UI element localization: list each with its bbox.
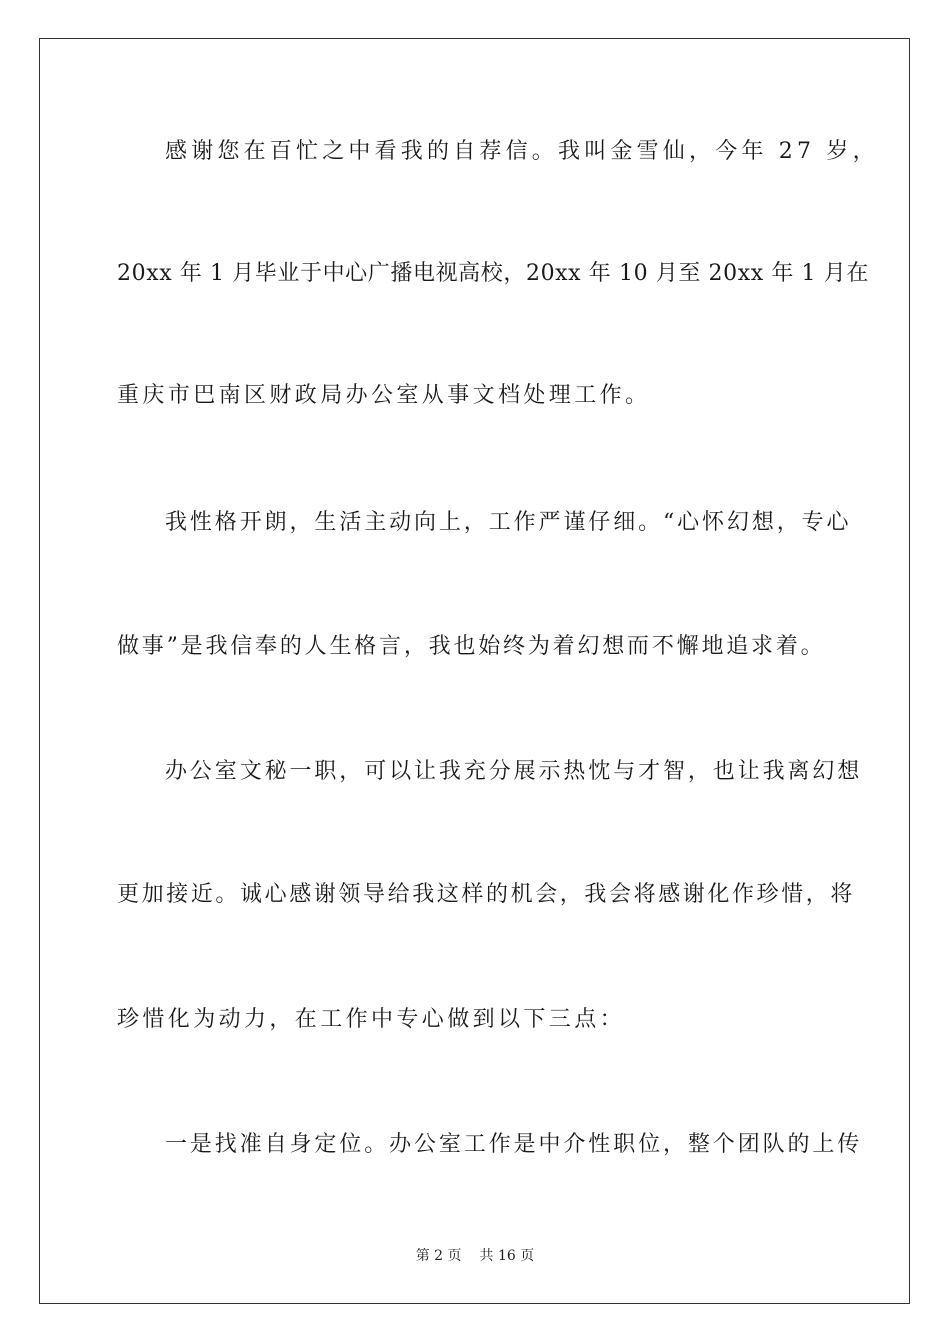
paragraph-line: 重庆市巴南区财政局办公室从事文档处理工作。 [117,383,651,408]
page-footer [0,1247,950,1265]
paragraph-line: 感谢您在百忙之中看我的自荐信。我叫金雪仙，今年 27 岁， [165,139,879,164]
paragraph-line: 20xx 年 1 月毕业于中心广播电视高校，20xx 年 10 月至 20xx 年 1 月在 [117,261,869,286]
paragraph-line: 我性格开朗，生活主动向上，工作严谨仔细。“心怀幻想，专心 [165,510,852,535]
paragraph-line: 更加接近。诚心感谢领导给我这样的机会，我会将感谢化作珍惜，将 [117,882,856,907]
paragraph-line: 珍惜化为动力，在工作中专心做到以下三点： [117,1007,626,1032]
page-number: 第 2 页 [415,1248,462,1264]
paragraph-line: 一是找准自身定位。办公室工作是中介性职位，整个团队的上传 [165,1132,863,1157]
page-border [39,38,910,1304]
paragraph-line: 做事”是我信奉的人生格言，我也始终为着幻想而不懈地追求着。 [117,634,826,659]
page-total: 共 16 页 [479,1248,535,1264]
paragraph-line: 办公室文秘一职，可以让我充分展示热忱与才智，也让我离幻想 [165,759,863,784]
